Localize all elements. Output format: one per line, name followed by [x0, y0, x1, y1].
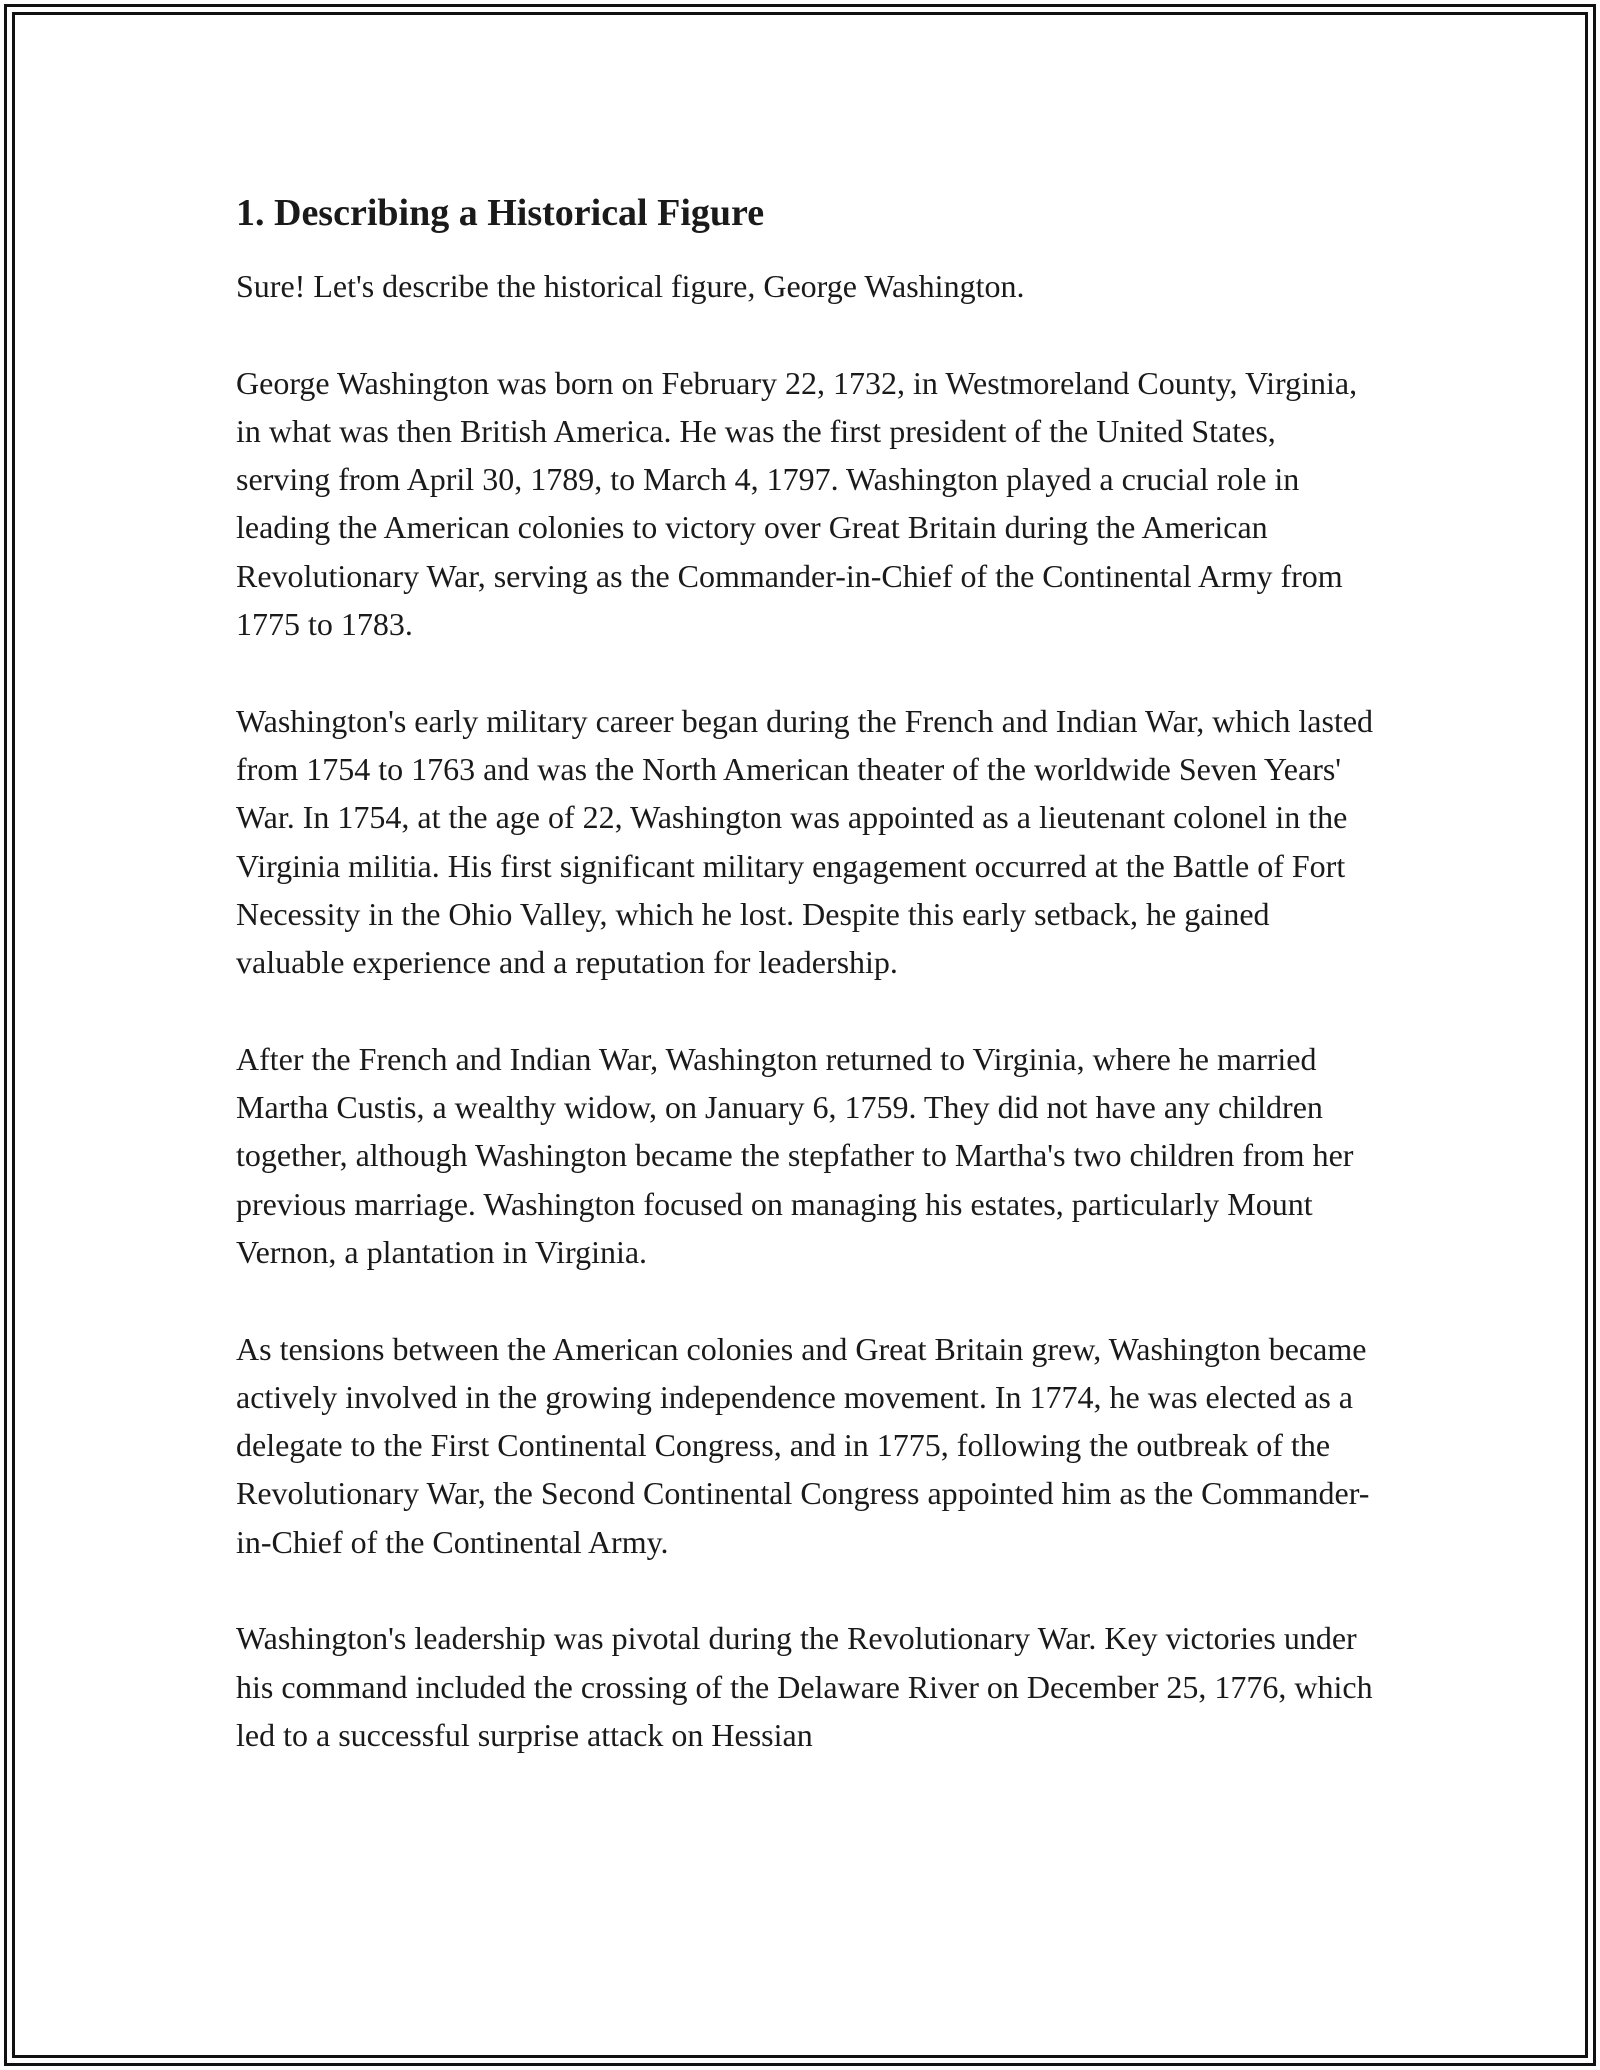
birth-and-presidency-paragraph: George Washington was born on February 22, 1732, in Westmoreland County, Virginia, in what was then British America. He was the first president of the United States, serving from April 30, 1789, to March 4, 1797. Washington played a crucial role in leading the American colonies to victory over Great Britain during the American Revolutionary War, serving as the Commander-in-Chief of the Continental Army from 1775 to 1783. — [236, 364, 1358, 643]
early-military-career-paragraph: Washington's early military career began during the French and Indian War, which lasted from 1754 to 1763 and was the North American theater of the worldwide Seven Years' War. In 1754, at the age of 22, Washington was appointed as a lieutenant colonel in the Virginia militia. His first significant military engagement occurred at the Battle of Fort Necessity in the Ohio Valley, which he lost. Despite this early setback, he gained valuable experience and a reputation for leadership. — [236, 702, 1374, 981]
marriage-paragraph: After the French and Indian War, Washington returned to Virginia, where he married Martha Custis, a wealthy widow, on January 6, 1759. They did not have any children together, although Washington became the stepfather to Martha's two children from her previous marriage. Washington focused on managing his estates, particularly Mount Vernon, a plantation in Virginia. — [236, 1040, 1354, 1270]
independence-movement-paragraph: As tensions between the American colonies and Great Britain grew, Washington became actively involved in the growing independence movement. In 1774, he was elected as a delegate to the First Continental Congress, and in 1775, following the outbreak of the Revolutionary War, the Second Continental Congress appointed him as the Commander-in-Chief of the Continental Army. — [236, 1330, 1370, 1560]
intro-paragraph: Sure! Let's describe the historical figure, George Washington. — [236, 268, 1025, 304]
page-title: 1. Describing a Historical Figure — [236, 192, 765, 234]
document-body — [236, 186, 1376, 1808]
revolutionary-war-paragraph: Washington's leadership was pivotal during the Revolutionary War. Key victories under his command included the crossing of the Delaware River on December 25, 1776, which led to a successful surprise attack on Hessian — [236, 1620, 1373, 1753]
